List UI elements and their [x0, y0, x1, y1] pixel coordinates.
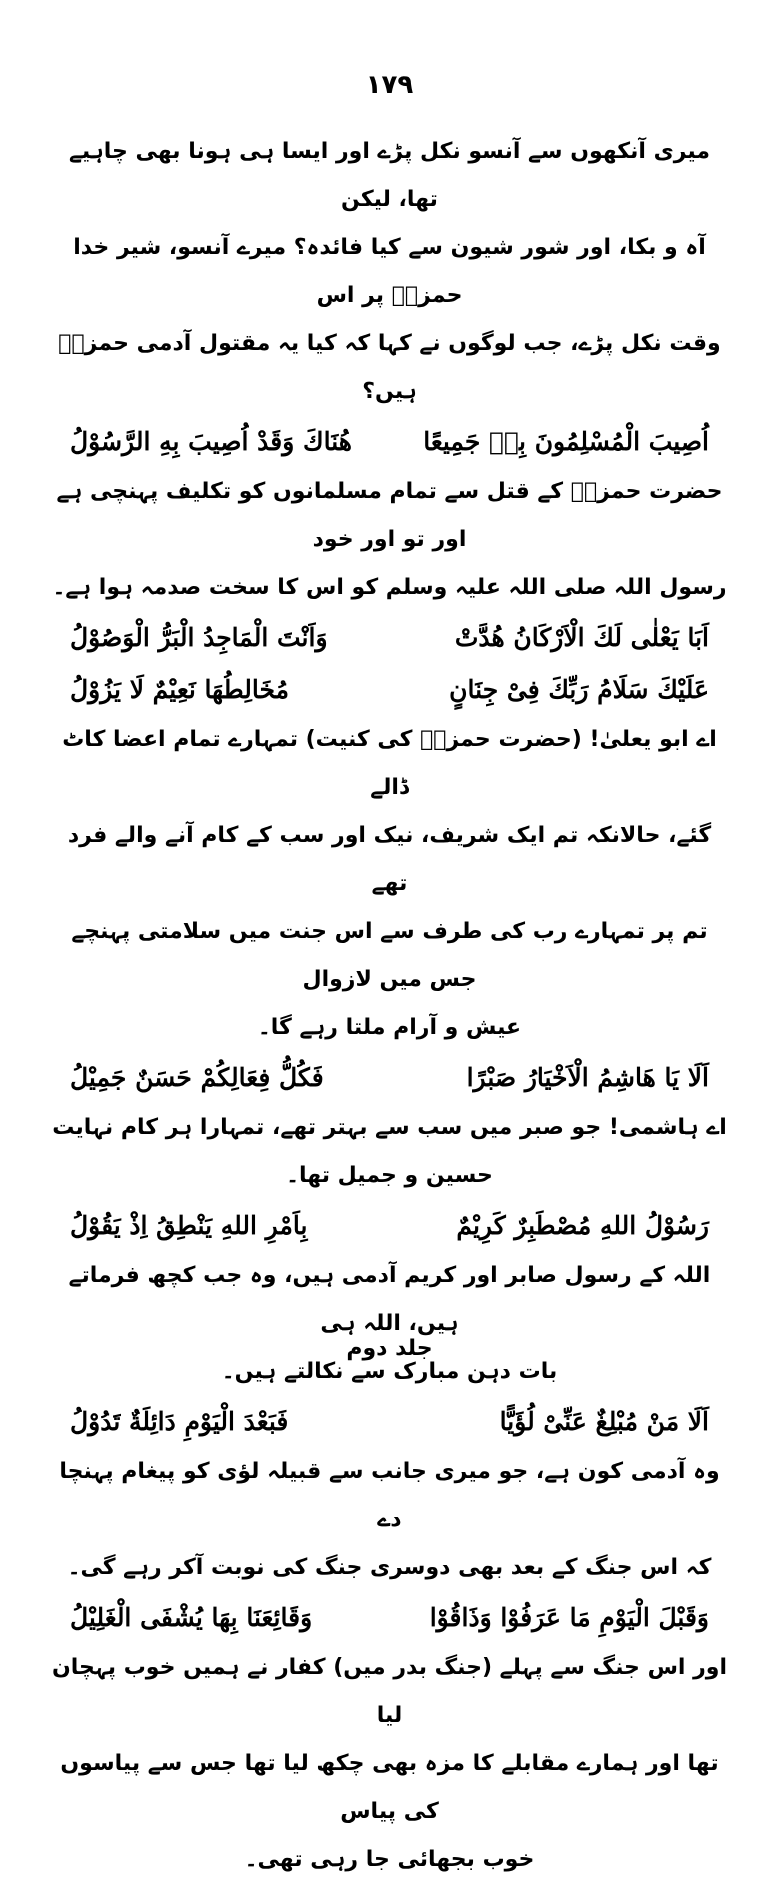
volume-footer: جلد دوم [346, 1336, 433, 1361]
paragraph-line: کہ اس جنگ کے بعد بھی دوسری جنگ کی نوبت آکر رہے گی۔ [67, 1555, 712, 1580]
paragraph-line: اللہ کے رسول صابر اور کریم آدمی ہیں، وہ جب کچھ فرماتے ہیں، اللہ ہی [68, 1263, 711, 1336]
arabic-couplet [50, 1396, 729, 1448]
couplet-first-hemistich: اَلَا مَنْ مُبْلِغٌ عَنِّیْ لُؤَیًّا [499, 1407, 709, 1436]
page-number: ۱۷۹ [365, 70, 414, 100]
couplet-first-hemistich: عَلَیْكَ سَلَامُ رَبِّكَ فِیْ جِنَانٍ [449, 675, 709, 704]
paragraph-line: تھا اور ہمارے مقابلے کا مزہ بھی چکھ لیا تھا جس سے پیاسوں کی پیاس [60, 1751, 719, 1824]
paragraph-line: حسین و جمیل تھا۔ [286, 1163, 493, 1188]
urdu-paragraph [50, 468, 729, 612]
couplet-first-hemistich: اَبَا یَعْلٰی لَكَ الْاَرْكَانُ هُدَّتْ [454, 623, 709, 652]
paragraph-line: حضرت حمزہؓ کے قتل سے تمام مسلمانوں کو تکلیف پہنچی ہے اور تو اور خود [56, 479, 723, 552]
couplet-first-hemistich: وَقَبْلَ الْیَوْمِ مَا عَرَفُوْا وَذَاقُوْا [429, 1603, 709, 1632]
couplet-second-hemistich: فَبَعْدَ الْیَوْمِ دَائِلَةٌ تَدُوْلُ [70, 1407, 289, 1436]
arabic-couplet [50, 612, 729, 664]
urdu-paragraph [50, 1644, 729, 1884]
paragraph-line: اے ابو یعلیٰ! (حضرت حمزہؓ کی کنیت) تمہارے تمام اعضا کاٹ ڈالے [62, 727, 717, 800]
paragraph-line: میری آنکھوں سے آنسو نکل پڑے اور ایسا ہی ہونا بھی چاہیے تھا، لیکن [68, 139, 711, 212]
paragraph-line: اور اس جنگ سے پہلے (جنگ بدر میں) کفار نے ہمیں خوب پہچان لیا [51, 1655, 728, 1728]
arabic-couplet [50, 1592, 729, 1644]
arabic-couplet [50, 1200, 729, 1252]
urdu-paragraph [50, 128, 729, 416]
couplet-second-hemistich: وَاَنْتَ الْمَاجِدُ الْبَرُّ الْوَصُوْلُ [70, 623, 328, 652]
arabic-couplet [50, 1052, 729, 1104]
page-content [50, 128, 729, 1884]
paragraph-line: خوب بجھائی جا رہی تھی۔ [244, 1847, 535, 1872]
paragraph-line: رسول اللہ صلی اللہ علیہ وسلم کو اس کا سخت صدمہ ہوا ہے۔ [52, 575, 727, 600]
paragraph-line: وقت نکل پڑے، جب لوگوں نے کہا کہ کیا یہ مقتول آدمی حمزہؓ ہیں؟ [58, 331, 721, 404]
arabic-couplet [50, 416, 729, 468]
urdu-paragraph [50, 716, 729, 1052]
couplet-second-hemistich: بِاَمْرِ اللهِ یَنْطِقُ اِذْ یَقُوْلُ [70, 1211, 308, 1240]
paragraph-line: عیش و آرام ملتا رہے گا۔ [257, 1015, 522, 1040]
couplet-second-hemistich: مُخَالِطُهَا نَعِیْمٌ لَا یَزُوْلُ [70, 675, 289, 704]
couplet-first-hemistich: اَلَا یَا هَاشِمُ الْاَخْیَارُ صَبْرًا [466, 1063, 709, 1092]
couplet-second-hemistich: هُنَاكَ وَقَدْ اُصِیبَ بِهِ الرَّسُوْلُ [70, 427, 352, 456]
paragraph-line: آہ و بکا، اور شور شیون سے کیا فائدہ؟ میرے آنسو، شیر خدا حمزہؓ پر اس [73, 235, 706, 308]
arabic-couplet [50, 664, 729, 716]
urdu-paragraph [50, 1448, 729, 1592]
couplet-first-hemistich: رَسُوْلُ اللهِ مُصْطَبِرٌ كَرِیْمٌ [456, 1211, 709, 1240]
couplet-second-hemistich: وَقَائِعَنَا بِهَا یُشْفَى الْغَلِیْلُ [70, 1603, 313, 1632]
couplet-first-hemistich: اُصِیبَ الْمُسْلِمُونَ بِهٖ جَمِیعًا [423, 427, 709, 456]
paragraph-line: وہ آدمی کون ہے، جو میری جانب سے قبیلہ لؤی کو پیغام پہنچا دے [59, 1459, 720, 1532]
couplet-second-hemistich: فَكُلُّ فِعَالِكُمْ حَسَنٌ جَمِیْلُ [70, 1063, 324, 1092]
urdu-paragraph [50, 1252, 729, 1396]
paragraph-line: اے ہاشمی! جو صبر میں سب سے بہتر تھے، تمہارا ہر کام نہایت [52, 1115, 727, 1140]
paragraph-line: گئے، حالانکہ تم ایک شریف، نیک اور سب کے کام آنے والے فرد تھے [67, 823, 712, 896]
paragraph-line: تم پر تمہارے رب کی طرف سے اس جنت میں سلامتی پہنچے جس میں لازوال [71, 919, 708, 992]
urdu-paragraph [50, 1104, 729, 1200]
paragraph-line: بات دہن مبارک سے نکالتے ہیں۔ [221, 1359, 558, 1384]
